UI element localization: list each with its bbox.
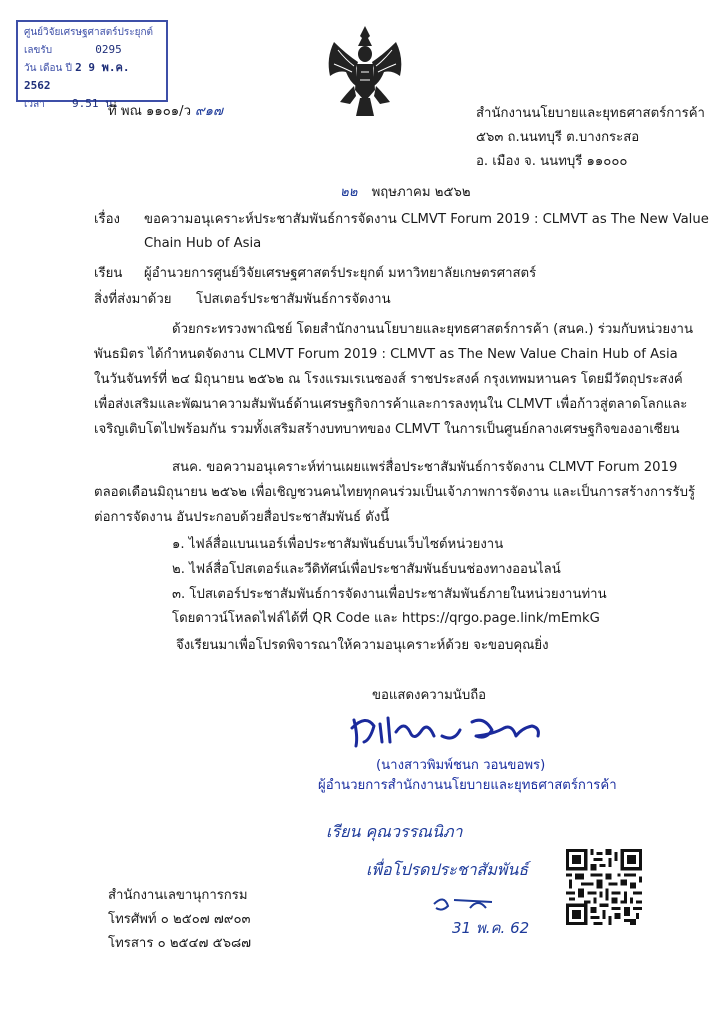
stamp-org: ศูนย์วิจัยเศรษฐศาสตร์ประยุกต์ bbox=[24, 27, 154, 38]
qr-code bbox=[566, 849, 642, 925]
letter-date bbox=[340, 181, 471, 202]
reference-handwritten: ๙๑๗ bbox=[195, 104, 223, 119]
reference-prefix: ที่ พณ ๑๑๐๑/ว bbox=[108, 104, 192, 119]
date-text: พฤษภาคม ๒๕๖๒ bbox=[371, 185, 471, 200]
to-text: ผู้อำนวยการศูนย์วิจัยเศรษฐศาสตร์ประยุกต์ มหาวิทยาลัยเกษตรศาสตร์ bbox=[144, 266, 537, 281]
garuda-emblem bbox=[316, 24, 414, 120]
subject-line-2: Chain Hub of Asia bbox=[144, 236, 262, 251]
handnote-initials bbox=[430, 892, 500, 916]
list-item: ๓. โปสเตอร์ประชาสัมพันธ์การจัดงานเพื่อประชาสัมพันธ์ภายในหน่วยงานท่าน bbox=[172, 587, 607, 602]
regards: ขอแสดงความนับถือ bbox=[372, 688, 487, 703]
list-item: ๒. ไฟล์สื่อโปสเตอร์และวีดิทัศน์เพื่อประชาสัมพันธ์บนช่องทางออนไลน์ bbox=[172, 562, 561, 577]
footer-fax: โทรสาร ๐ ๒๕๔๗ ๕๖๘๗ bbox=[108, 936, 252, 951]
subject-label: เรื่อง bbox=[94, 212, 120, 227]
para1-line-4: เพื่อส่งเสริมและพัฒนาความสัมพันธ์ด้านเศรษฐกิจการค้าและการลงทุนใน CLMVT เพื่อก้าวสู่ตลาดโลกและ bbox=[94, 397, 688, 412]
enclosure-text: โปสเตอร์ประชาสัมพันธ์การจัดงาน bbox=[196, 292, 391, 307]
received-stamp bbox=[16, 20, 168, 110]
list-item: ๑. ไฟล์สื่อแบนเนอร์เพื่อประชาสัมพันธ์บนเว็บไซต์หน่วยงาน bbox=[172, 537, 504, 552]
sender-line-1: สำนักงานนโยบายและยุทธศาสตร์การค้า bbox=[476, 106, 705, 121]
para1-line-1: ด้วยกระทรวงพาณิชย์ โดยสำนักงานนโยบายและยุทธศาสตร์การค้า (สนค.) ร่วมกับหน่วยงาน bbox=[172, 322, 693, 337]
footer-department: สำนักงานเลขานุการกรม bbox=[108, 888, 248, 903]
stamp-date: 2 9 พ.ค. 2562 bbox=[24, 61, 130, 92]
date-handwritten: ๒๒ bbox=[340, 185, 358, 200]
stamp-date-row bbox=[24, 59, 160, 95]
enclosure-label: สิ่งที่ส่งมาด้วย bbox=[94, 292, 172, 307]
para1-line-5: เจริญเติบโตไปพร้อมกัน รวมทั้งเสริมสร้างบทบาทของ CLMVT ในการเป็นศูนย์กลางเศรษฐกิจของอาเซียน bbox=[94, 422, 680, 437]
stamp-time-label: เวลา bbox=[24, 99, 45, 110]
sender-line-2: ๕๖๓ ถ.นนทบุรี ต.บางกระสอ bbox=[476, 130, 640, 145]
para2-line-2: ตลอดเดือนมิถุนายน ๒๕๖๒ เพื่อเชิญชวนคนไทยทุกคนร่วมเป็นเจ้าภาพการจัดงาน และเป็นการสร้างการรับรู้ bbox=[94, 485, 696, 500]
handnote-line-2: เพื่อโปรดประชาสัมพันธ์ bbox=[366, 860, 529, 879]
para2-line-3: ต่อการจัดงาน อันประกอบด้วยสื่อประชาสัมพันธ์ ดังนี้ bbox=[94, 510, 390, 525]
signer-title: ผู้อำนวยการสำนักงานนโยบายและยุทธศาสตร์การค้า bbox=[318, 778, 617, 793]
closing-paragraph: จึงเรียนมาเพื่อโปรดพิจารณาให้ความอนุเคราะห์ด้วย จะขอบคุณยิ่ง bbox=[176, 638, 549, 653]
reference-number bbox=[108, 100, 223, 121]
para1-line-2: พันธมิตร ได้กำหนดจัดงาน CLMVT Forum 2019 : CLMVT as The New Value Chain Hub of Asia bbox=[94, 347, 678, 362]
stamp-rx-row bbox=[24, 41, 160, 59]
download-line: โดยดาวน์โหลดไฟล์ได้ที่ QR Code และ https://qrgo.page.link/mEmkG bbox=[172, 611, 600, 626]
footer-phone: โทรศัพท์ ๐ ๒๕๐๗ ๗๙๐๓ bbox=[108, 912, 251, 927]
handnote-line-1: เรียน คุณวรรณนิภา bbox=[326, 822, 463, 841]
signature bbox=[344, 706, 550, 754]
para2-line-1: สนค. ขอความอนุเคราะห์ท่านเผยแพร่สื่อประชาสัมพันธ์การจัดงาน CLMVT Forum 2019 bbox=[172, 460, 678, 475]
para1-line-3: ในวันจันทร์ที่ ๒๔ มิถุนายน ๒๕๖๒ ณ โรงแรมเรเนซองส์ ราชประสงค์ กรุงเทพมหานคร โดยมีวัตถุประสงค์ bbox=[94, 372, 683, 387]
sender-line-3: อ. เมือง จ. นนทบุรี ๑๑๐๐๐ bbox=[476, 154, 628, 169]
stamp-rx-no: 0295 bbox=[95, 43, 122, 56]
subject-line-1: ขอความอนุเคราะห์ประชาสัมพันธ์การจัดงาน CLMVT Forum 2019 : CLMVT as The New Value bbox=[144, 212, 709, 227]
stamp-time: 9.51 น. bbox=[71, 97, 120, 110]
signer-name: (นางสาวพิมพ์ชนก วอนขอพร) bbox=[376, 758, 546, 773]
stamp-rx-label: เลขรับ bbox=[24, 45, 53, 56]
stamp-date-label: วัน เดือน ปี bbox=[24, 63, 72, 74]
to-label: เรียน bbox=[94, 266, 123, 281]
handnote-date: 31 พ.ค. 62 bbox=[452, 919, 530, 937]
